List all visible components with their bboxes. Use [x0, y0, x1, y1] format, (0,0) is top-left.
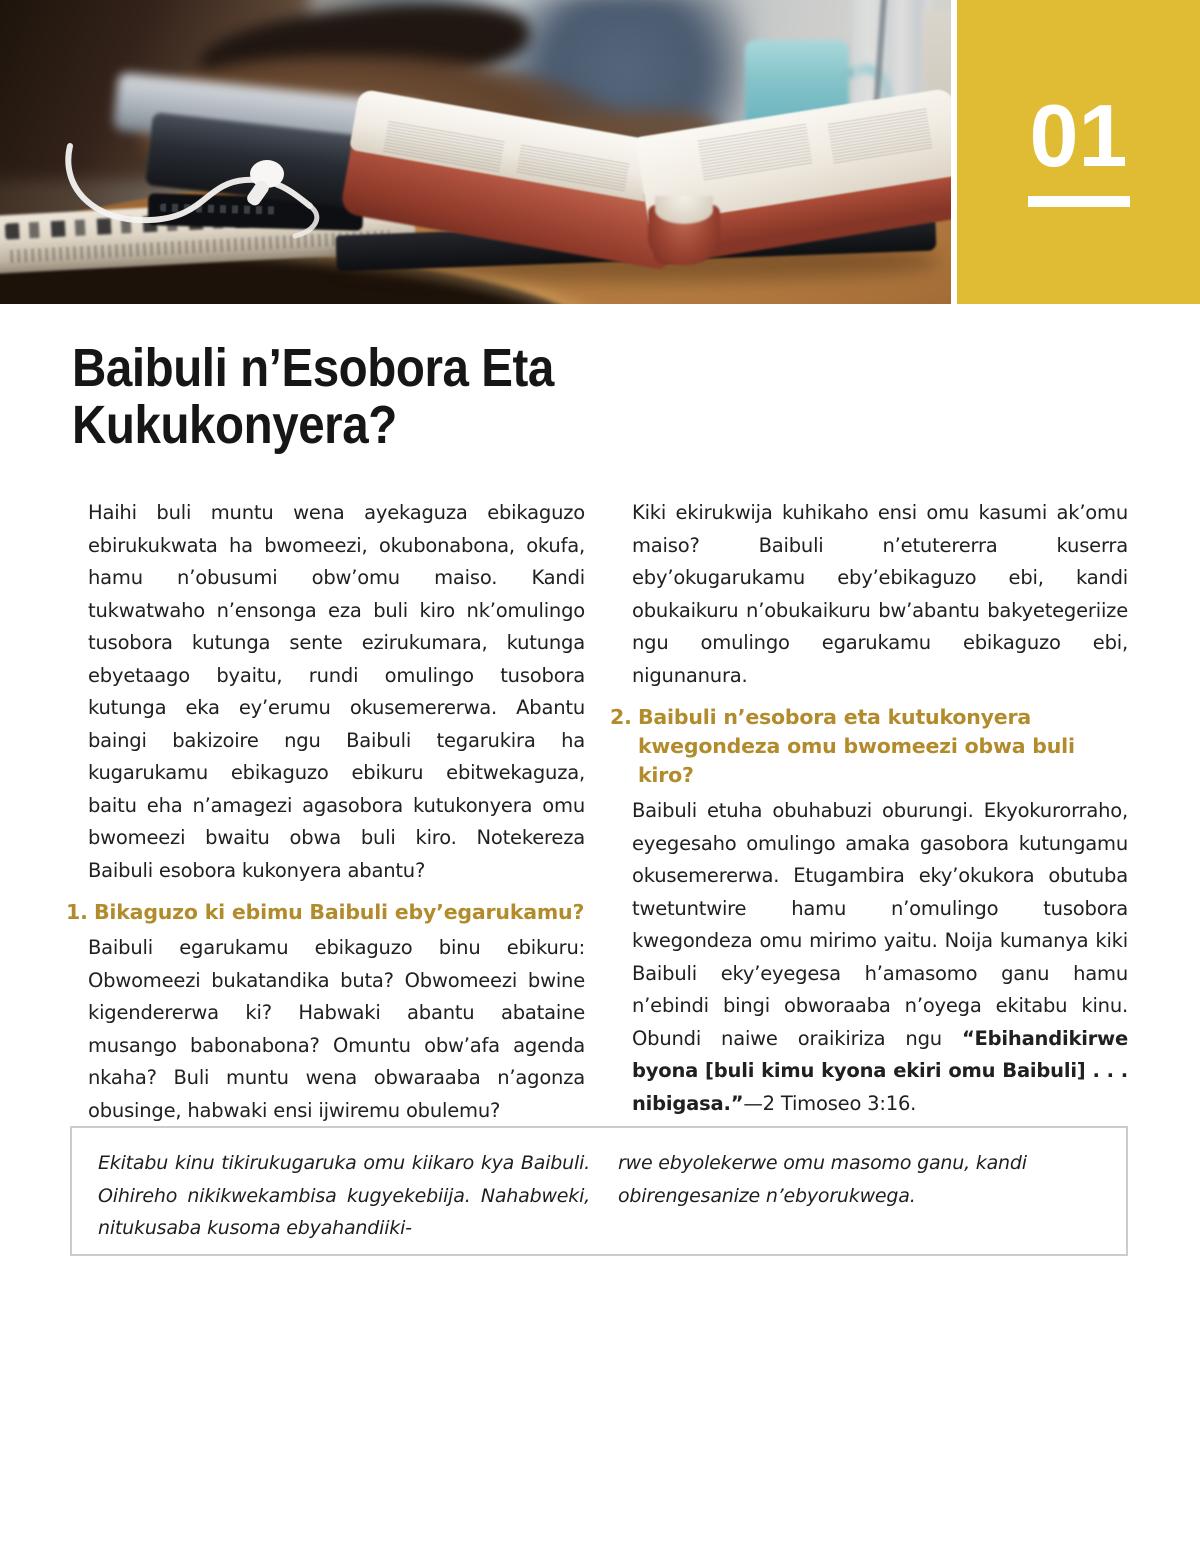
footnote-box	[70, 1126, 1128, 1256]
column-right	[610, 497, 1128, 1127]
footnote-right-column: rwe ebyolekerwe omu masomo ganu, kandi obirengesanize n’ebyorukwega.	[618, 1152, 1027, 1207]
column-left	[66, 497, 585, 1127]
question-2-text: Baibuli n’esobora eta kutukonyera kwegondeza omu bwomeezi obwa buli kiro?	[638, 705, 1075, 787]
question-2-paragraph	[610, 795, 1128, 1120]
question-1-paragraph: Baibuli egarukamu ebikaguzo binu ebikuru: Obwomeezi bukatandika buta? Obwomeezi bwine kigendererwa ki? Habwaki abantu abataine musango babonabona? Omuntu obw’afa agenda nkaha? Buli muntu wena obwaraaba n’agonza obusinge, habwaki ensi ijwiremu obulemu?	[88, 936, 585, 1122]
question-2-heading	[610, 703, 1128, 790]
scripture-citation: —2 Timoseo 3:16.	[743, 1091, 917, 1115]
bible-gutter-pages	[655, 196, 713, 224]
continuation-paragraph: Kiki ekirukwija kuhikaho ensi omu kasumi ak’omu maiso? Baibuli n’etutererra kuserra eby’okugarukamu eby’ebikaguzo ebi, kandi obukaikuru n’obukaikuru bw’abantu bakyetegeriize ngu omulingo egarukamu ebikaguzo ebi, nigunanura.	[632, 501, 1128, 687]
footnote-left-column: Ekitabu kinu tikirukugaruka omu kiikaro kya Baibuli. Oihireho nikikwekambisa kugyekebiija. Nahabweki, nitukusaba kusoma ebyahandiiki-	[98, 1152, 590, 1239]
scripture-quote: “Ebihandikirwe byona [buli kimu kyona ekiri omu Baibuli] . . . nibigasa.”	[632, 1026, 1128, 1115]
question-2-paragraph-text: Baibuli etuha obuhabuzi oburungi. Ekyokurorraho, eyegesaho omulingo amaka gasobora kutungamu okusemererwa. Etugambira eky’okukora obutuba twetuntwire hamu n’omulingo tusobora kwegondeza omu mirimo yaitu. Noija kumanya kiki Baibuli eky’eyegesa h’amasomo ganu hamu n’ebindi bingi obworaaba n’oyega ekitabu kinu. Obundi naiwe oraikiriza ngu	[632, 799, 1128, 1050]
title-line-2: Kukukonyera?	[72, 395, 397, 455]
lesson-number-underline	[1028, 196, 1130, 207]
title-line-1: Baibuli n’Esobora Eta	[72, 338, 554, 398]
intro-paragraph: Haihi buli muntu wena ayekaguza ebikaguzo ebirukukwata ha bwomeezi, okubonabona, okufa, hamu n’obusumi obw’omu maiso. Kandi tukwatwaho n’ensonga eza buli kiro nk’omulingo tusobora kutunga sente ezirukumara, kutunga ebyetaago byaitu, rundi omulingo tusobora kutunga eka ey’erumu okusemererwa. Abantu baingi bakizoire ngu Baibuli tegarukira ha kugarukamu ebikaguzo ebikuru ebitwekaguza, baitu eha n’amagezi agasobora kutukonyera omu bwomeezi bwaitu obwa buli kiro. Notekereza Baibuli esobora kukonyera abantu?	[88, 501, 585, 882]
question-1-number: 1.	[66, 900, 88, 924]
question-2-number: 2.	[610, 705, 632, 729]
question-1-heading	[66, 898, 585, 927]
lesson-number-badge	[957, 0, 1200, 304]
lesson-number: 01	[1029, 86, 1128, 185]
question-1-text: Bikaguzo ki ebimu Baibuli eby’egarukamu?	[94, 900, 585, 924]
article-body	[66, 497, 1128, 1127]
article-title	[72, 340, 635, 454]
header-photo	[0, 0, 951, 304]
